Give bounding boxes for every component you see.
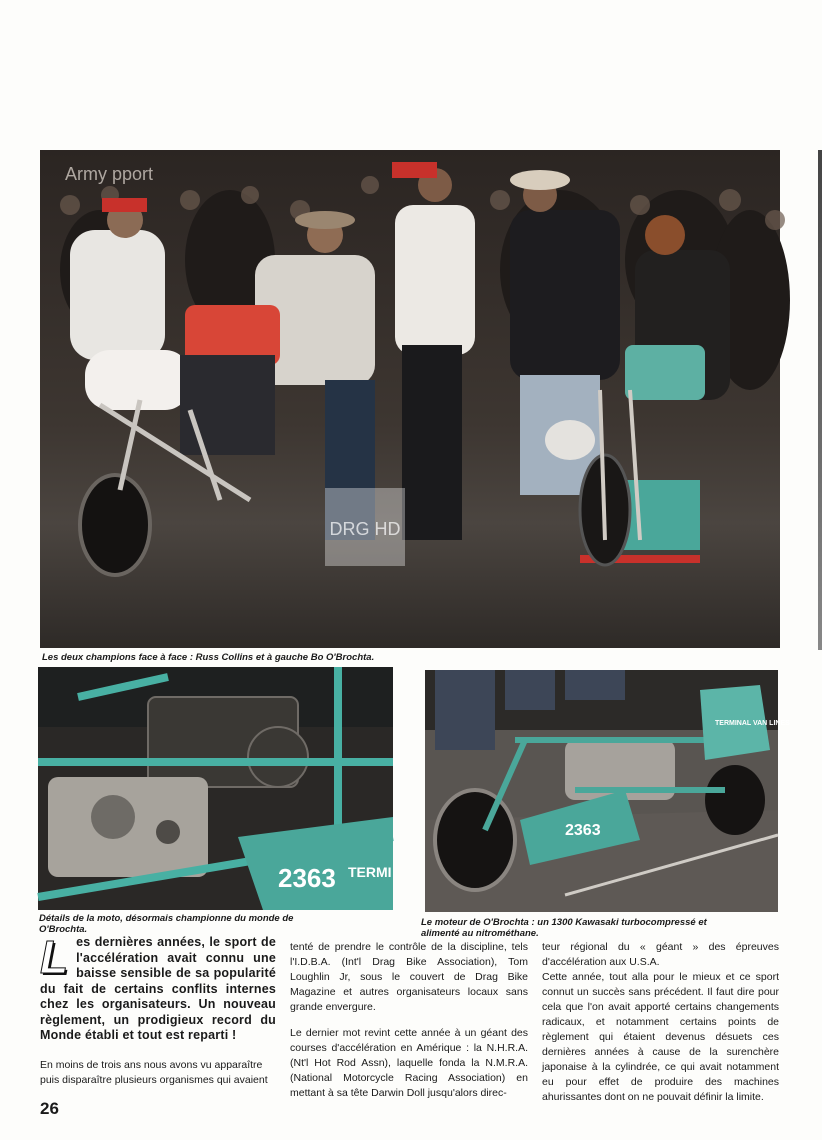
page-edge-shadow — [818, 150, 822, 650]
main-photo-caption: Les deux champions face à face : Russ Collins et à gauche Bo O'Brochta. — [42, 652, 375, 663]
engine-logo-text: TERMI — [348, 864, 392, 880]
engine-photo-caption: Détails de la moto, désormais championne du monde de O'Brochta. — [39, 913, 294, 935]
engine-photo — [38, 667, 393, 910]
main-photo — [40, 150, 780, 648]
body-paragraph: Le dernier mot revint cette année à un géant des courses d'accélération en Amérique : la N.H.R.A. (Nt'l Hot Rod Assn), laquelle fonda la N.M.R.A. (National Motorcycle Racing Association) en mettant à sa tête Darwin Doll jusqu'alors direc- — [290, 1027, 528, 1099]
article-column-1 — [40, 931, 276, 1099]
engine-number-text: 2363 — [278, 863, 336, 893]
page-number: 26 — [40, 1099, 59, 1118]
lead-paragraph: es dernières années, le sport de l'accélération avait connu une baisse sensible de sa popularité du fait de certains conflits internes chez les organisateurs. Un nouveau règlement, un prodigieux record du Monde établi et tout est reparti ! — [40, 935, 276, 1042]
body-paragraph: En moins de trois ans nous avons vu apparaître puis disparaître plusieurs organismes qui avaient — [40, 1058, 268, 1086]
bike-photo-caption: Le moteur de O'Brochta : un 1300 Kawasaki turbocompressé et alimenté au nitrométhane. — [421, 917, 707, 939]
bike-photo — [425, 670, 790, 912]
bike-number-text: 2363 — [565, 822, 601, 839]
body-paragraph: tenté de prendre le contrôle de la discipline, tels l'I.D.B.A. (Int'l Drag Bike Association), Tom Loughlin Jr, sous le couvert de Drag Bike Magazine et autres organisateurs locaux sans grande envergure. — [290, 941, 528, 1013]
body-paragraph: Cette année, tout alla pour le mieux et ce sport connut un succès sans précédent. Il faut dire pour cela que l'on avait apporté certains changements radicaux, et notamment certains points de règlement qui étaient devenus désuets ces dernières années à cause de la surenchère japonaise à la cylindrée, ce qui avait notamment eu pour effet de produire des machines ahurissantes dont on ne pouvait définir la limite. — [542, 971, 779, 1103]
article-column-3 — [542, 940, 779, 1105]
bike-logo-text: TERMINAL VAN LINES — [715, 720, 790, 727]
watermark-text: DRG HD — [329, 519, 401, 539]
body-paragraph: teur régional du « géant » des épreuves d'accélération aux U.S.A. — [542, 941, 779, 968]
main-sign-text: Army pport — [65, 164, 154, 184]
drop-cap: L — [40, 931, 69, 983]
article-column-2 — [290, 940, 528, 1112]
